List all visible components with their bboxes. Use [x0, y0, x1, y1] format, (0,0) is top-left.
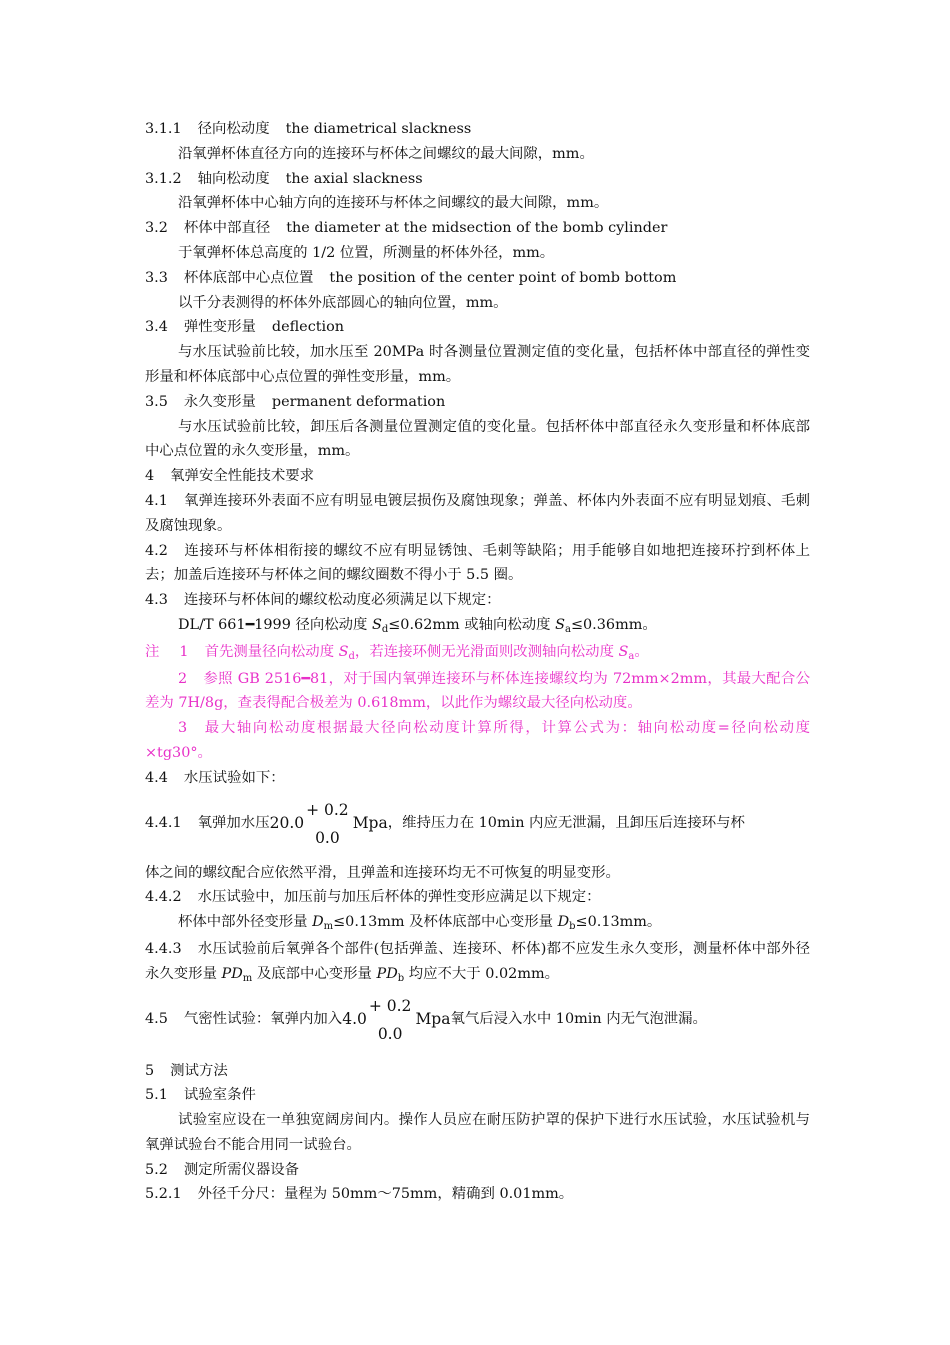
- section-3-3-desc: 以千分表测得的杯体外底部圆心的轴向位置，mm。: [178, 294, 508, 311]
- section-text: 氧弹加水压: [197, 815, 270, 832]
- section-3-1-2-heading: [145, 167, 810, 192]
- section-4-4-2-requirement: [145, 910, 810, 937]
- pressure-unit: Mpa: [352, 814, 388, 833]
- section-5-heading: [145, 1059, 810, 1084]
- section-4-4: [145, 766, 810, 791]
- subscript: a: [565, 623, 571, 635]
- standard-text: DL/T 661━1999 径向松动度: [178, 616, 372, 633]
- pressure-base-value: 4.0: [342, 1010, 367, 1029]
- term-en: the position of the center point of bomb bottom: [329, 269, 677, 286]
- value-text: ≤0.36mm。: [570, 616, 657, 633]
- symbol: D: [557, 914, 570, 931]
- section-3-2-desc: 于氧弹杯体总高度的 1/2 位置，所测量的杯体外径，mm。: [178, 244, 555, 261]
- section-number: 4.4.1: [145, 815, 182, 832]
- pressure-base-value: 20.0: [269, 814, 305, 833]
- term-en: permanent deformation: [271, 393, 446, 410]
- term-zh: 弹性变形量: [183, 319, 256, 336]
- note-text: ，若连接环侧无光滑面则改测轴向松动度: [354, 643, 619, 660]
- section-number: 3.2: [145, 220, 168, 237]
- section-text: 水压试验中，加压前与加压后杯体的弹性变形应满足以下规定：: [197, 889, 601, 906]
- symbol: PD: [221, 965, 243, 982]
- section-number: 3.1.1: [145, 121, 182, 137]
- subscript: a: [628, 650, 635, 662]
- section-number: 5.2: [145, 1161, 168, 1178]
- subscript: d: [381, 623, 389, 635]
- section-title: 测定所需仪器设备: [183, 1161, 300, 1178]
- section-3-1-1-heading: [145, 117, 810, 142]
- term-zh: 轴向松动度: [197, 170, 270, 187]
- tolerance-lower: 0.0: [315, 828, 340, 847]
- section-text: 水压试验如下：: [183, 769, 285, 786]
- section-4-1: [145, 489, 810, 539]
- symbol: S: [371, 616, 382, 633]
- tolerance: [369, 992, 412, 1048]
- section-number: 4.1: [145, 492, 168, 509]
- term-zh: 永久变形量: [183, 393, 256, 410]
- section-4-heading: [145, 464, 810, 489]
- term-en: the diameter at the midsection of the bomb cylinder: [286, 220, 668, 237]
- section-number: 3.5: [145, 393, 168, 410]
- section-number: 3.3: [145, 269, 168, 286]
- value-text: ≤0.62mm 或轴向松动度: [388, 616, 556, 633]
- symbol: D: [312, 914, 324, 931]
- section-5-1-text: 试验室应设在一单独宽阔房间内。操作人员应在耐压防护罩的保护下进行水压试验，水压试验机与氧弹试验台不能合用同一试验台。: [145, 1112, 810, 1153]
- section-number: 3.1.2: [145, 170, 182, 187]
- section-5-2-heading: [145, 1158, 810, 1183]
- section-number: 5.1: [145, 1087, 168, 1104]
- section-3-5-desc: 与水压试验前比较，卸压后各测量位置测定值的变化量。包括杯体中部直径永久变形量和杯体底部中心点位置的永久变形量，mm。: [145, 418, 810, 460]
- section-3-4-heading: [145, 315, 810, 340]
- section-number: 4.4.3: [145, 940, 182, 957]
- subscript: b: [397, 972, 405, 984]
- section-4-2: [145, 539, 810, 589]
- note-text: 。: [634, 643, 649, 660]
- section-text: 氧弹连接环外表面不应有明显电镀层损伤及腐蚀现象；弹盖、杯体内外表面不应有明显划痕、毛刺及腐蚀现象。: [145, 492, 810, 534]
- subscript: m: [242, 972, 253, 984]
- section-number: 3.4: [145, 319, 168, 336]
- term-en: the diametrical slackness: [285, 121, 472, 137]
- section-3-2-heading: [145, 216, 810, 241]
- section-text: 气密性试验：氧弹内加入: [183, 1011, 343, 1028]
- note-3: [145, 716, 810, 766]
- section-4-4-1-equation-line: [145, 793, 810, 855]
- section-number: 4.5: [145, 1011, 168, 1028]
- requirement-text: 杯体中部外径变形量: [178, 914, 313, 931]
- section-3-3-heading: [145, 266, 810, 291]
- symbol: S: [555, 616, 565, 633]
- section-5-2-1: [145, 1182, 810, 1207]
- section-number: 4.4.2: [145, 889, 182, 906]
- section-number: 5.2.1: [145, 1186, 182, 1203]
- note-number: 1: [179, 643, 189, 660]
- section-3-1-2-desc: 沿氧弹杯体中心轴方向的连接环与杯体之间螺纹的最大间隙，mm。: [178, 195, 609, 212]
- tolerance-lower: 0.0: [377, 1024, 403, 1043]
- symbol: S: [618, 643, 629, 660]
- term-zh: 杯体中部直径: [183, 220, 271, 237]
- section-text: 均应不大于 0.02mm。: [404, 965, 559, 982]
- section-text: ，维持压力在 10min 内应无泄漏，且卸压后连接环与杯: [387, 815, 745, 832]
- section-text: 氧气后浸入水中 10min 内无气泡泄漏。: [450, 1011, 707, 1028]
- section-text: 及底部中心变形量: [252, 965, 377, 982]
- note-label: 注: [145, 643, 160, 660]
- section-number: 4.4: [145, 769, 168, 786]
- section-4-3: [145, 588, 810, 613]
- section-4-4-2: [145, 885, 810, 910]
- subscript: b: [569, 921, 576, 933]
- section-3-4-desc: 与水压试验前比较，加水压至 20MPa 时各测量位置测定值的变化量，包括杯体中部直径的弹性变形量和杯体底部中心点位置的弹性变形量，mm。: [145, 344, 810, 385]
- section-4-3-standard: [145, 613, 810, 640]
- tolerance-upper: + 0.2: [306, 800, 349, 819]
- term-en: the axial slackness: [285, 170, 423, 187]
- section-4-4-1-continued: 体之间的螺纹配合应依然平滑，且弹盖和连接环均无不可恢复的明显变形。: [145, 864, 620, 881]
- symbol: PD: [376, 965, 398, 982]
- section-4-5-equation-line: [145, 989, 810, 1051]
- note-text: 首先测量径向松动度: [204, 643, 339, 660]
- section-5-1-heading: [145, 1083, 810, 1108]
- section-title: 试验室条件: [183, 1087, 256, 1104]
- section-text: 连接环与杯体间的螺纹松动度必须满足以下规定：: [183, 592, 501, 609]
- section-4-4-3: [145, 937, 810, 989]
- note-2: [145, 667, 810, 717]
- note-number: 3: [178, 720, 188, 737]
- section-text: 连接环与杯体相衔接的螺纹不应有明显锈蚀、毛刺等缺陷；用手能够自如地把连接环拧到杯体上去；加盖后连接环与杯体之间的螺纹圈数不得小于 5.5 圈。: [145, 542, 810, 584]
- requirement-text: ≤0.13mm。: [575, 914, 662, 931]
- note-1: [145, 640, 810, 667]
- section-3-1-1-desc: 沿氧弹杯体直径方向的连接环与杯体之间螺纹的最大间隙，mm。: [178, 145, 594, 162]
- requirement-text: ≤0.13mm 及杯体底部中心变形量: [333, 914, 558, 931]
- term-zh: 径向松动度: [197, 121, 270, 137]
- term-zh: 杯体底部中心点位置: [183, 269, 314, 286]
- subscript: m: [323, 921, 334, 933]
- tolerance-upper: + 0.2: [368, 996, 412, 1015]
- section-number: 4.2: [145, 542, 168, 559]
- section-title: 氧弹安全性能技术要求: [170, 468, 315, 485]
- symbol: S: [338, 643, 349, 660]
- pressure-unit: Mpa: [415, 1010, 451, 1029]
- tolerance: [306, 796, 349, 852]
- note-text: 最大轴向松动度根据最大径向松动度计算所得，计算公式为：轴向松动度=径向松动度×tg30°。: [145, 720, 810, 761]
- section-number: 4.3: [145, 592, 168, 609]
- note-number: 2: [178, 670, 188, 687]
- note-text: 参照 GB 2516━81，对于国内氧弹连接环与杯体连接螺纹均为 72mm×2mm，其最大配合公差为 7H/8g，查表得配合极差为 0.618mm，以此作为螺纹最大径向松动度。: [145, 670, 810, 712]
- section-3-5-heading: [145, 390, 810, 415]
- subscript: d: [348, 650, 355, 662]
- term-en: deflection: [271, 319, 345, 336]
- section-title: 测试方法: [170, 1062, 228, 1079]
- document-page: [145, 117, 810, 1207]
- section-number: 4: [145, 468, 155, 485]
- section-text: 外径千分尺：量程为 50mm～75mm，精确到 0.01mm。: [197, 1186, 574, 1203]
- section-number: 5: [145, 1062, 155, 1079]
- section-text: 水压试验前后氧弹各个部件(包括弹盖、连接环、杯体)都不应发生永久变形，测量杯体中部外径永久变形量: [145, 940, 810, 982]
